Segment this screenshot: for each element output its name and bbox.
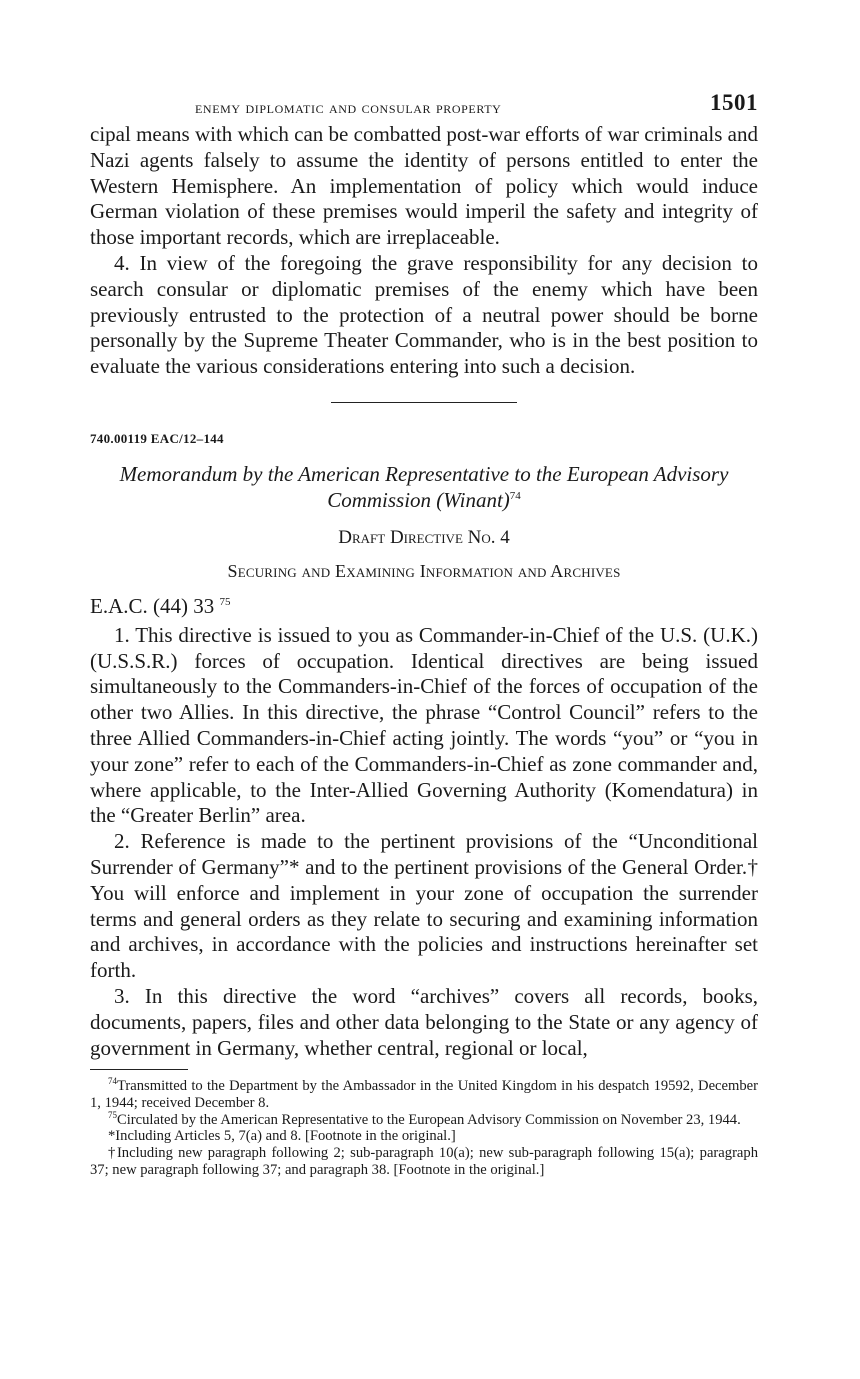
page <box>90 88 758 1179</box>
directive-paragraph-2: 2. Reference is made to the pertinent provisions of the “Unconditional Surrender of Germany”* and to the pertinent provisions of the General Order.† You will enforce and implement in your zone of occupation the surrender terms and general orders as they relate to securing and examining information and archives, in accordance with the policies and instructions hereinafter set forth. <box>90 829 758 983</box>
continued-text <box>90 122 758 380</box>
memo-title <box>90 461 758 513</box>
file-number: 740.00119 EAC/12–144 <box>90 430 224 446</box>
eac-reference-text: E.A.C. (44) 33 <box>90 593 215 618</box>
footnote-text: †Including new paragraph following 2; sub-paragraph 10(a); new sub-paragraph following 15(a); paragraph 37; new paragraph following 37; and paragraph 38. [Footnote in the original.] <box>90 1145 758 1178</box>
footnote-ref-74: 74 <box>509 489 521 502</box>
directive-paragraph-3: 3. In this directive the word “archives” covers all records, books, documents, papers, files and other data belonging to the State or any agency of government in Germany, whether central, regional or local, <box>90 983 758 1060</box>
directive-heading: Draft Directive No. 4 <box>338 526 510 548</box>
memo-title-text: Memorandum by the American Representative to the European Advisory Commission (Winant) <box>119 461 729 512</box>
footnote-text: Circulated by the American Representative to the European Advisory Commission on November 23, 1944. <box>117 1111 741 1128</box>
footnote-asterisk <box>90 1128 758 1145</box>
directive-body <box>90 623 758 1062</box>
page-number: 1501 <box>710 90 758 115</box>
footnote-dagger <box>90 1145 758 1178</box>
running-title: enemy diplomatic and consular property <box>195 98 502 117</box>
footnote-ref-75: 75 <box>219 595 231 608</box>
footnote-text: Transmitted to the Department by the Ambassador in the United Kingdom in his despatch 19592, December 1, 1944; received December 8. <box>90 1078 758 1112</box>
footnote-mark: 75 <box>108 1109 117 1120</box>
paragraph-4: 4. In view of the foregoing the grave responsibility for any decision to search consular or diplomatic premises of the enemy which have been previously entrusted to the protection of a neutral power should be borne personally by the Supreme Theater Commander, who is in the best position to evaluate the various considerations entering into such a decision. <box>90 250 758 379</box>
footnote-75 <box>90 1109 758 1129</box>
continued-paragraph: cipal means with which can be combatted post-war efforts of war criminals and Nazi agents falsely to assume the identity of persons entitled to enter the Western Hemisphere. An implementation of policy which would induce German violation of these premises would imperil the safety and integrity of those important records, which are irreplaceable. <box>90 122 758 250</box>
footnote-mark: 74 <box>108 1076 117 1087</box>
footnote-divider <box>90 1069 188 1070</box>
eac-reference <box>90 594 758 620</box>
directive-subheading: Securing and Examining Information and Archives <box>227 560 621 581</box>
section-divider <box>331 402 517 403</box>
directive-paragraph-1: 1. This directive is issued to you as Commander-in-Chief of the U.S. (U.K.) (U.S.S.R.) forces of occupation. Identical directives are being issued simultaneously to the Commanders-in-Chief of the forces of occupation of the other two Allies. In this directive, the phrase “Control Council” refers to the three Allied Commanders-in-Chief acting jointly. The words “you” or “you in your zone” refer to each of the Commanders-in-Chief as zone commander and, where applicable, to the Inter-Allied Governing Authority (Komendatura) in the “Greater Berlin” area. <box>90 622 758 828</box>
footnotes <box>90 1078 758 1178</box>
footnote-74 <box>90 1078 758 1111</box>
footnote-text: *Including Articles 5, 7(a) and 8. [Footnote in the original.] <box>108 1128 456 1145</box>
running-header <box>90 88 758 122</box>
